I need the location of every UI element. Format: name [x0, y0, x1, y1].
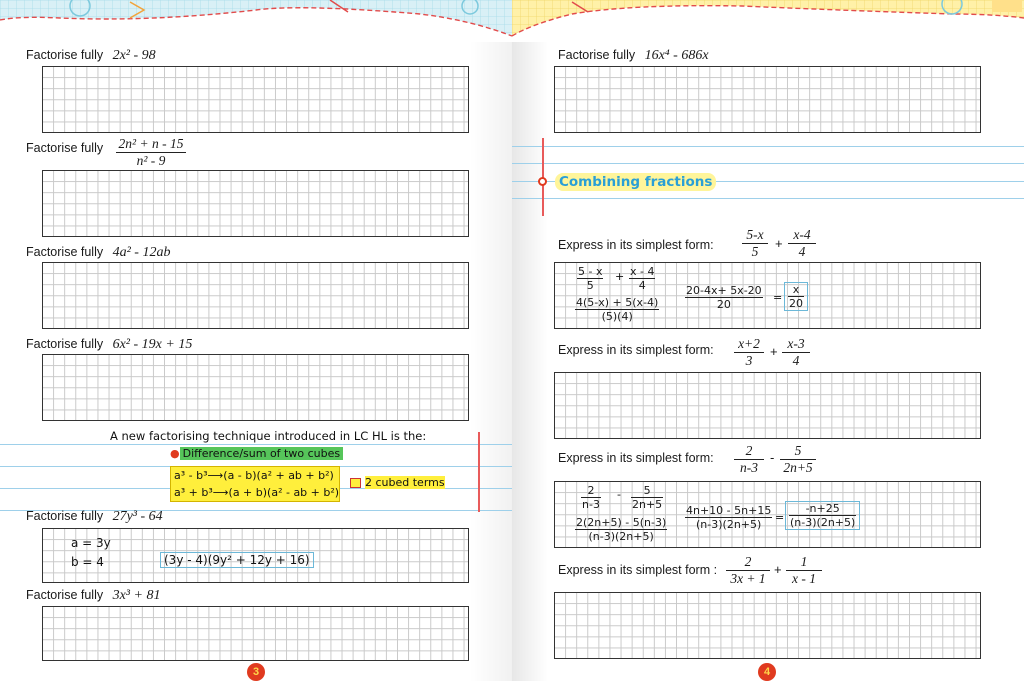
answer-grid-r2[interactable]	[554, 262, 981, 329]
fraction-denominator: 2n+5	[783, 460, 813, 475]
work-den: 2n+5	[632, 498, 663, 511]
work-den: 20	[716, 298, 731, 311]
question-prefix: Factorise fully	[26, 48, 104, 62]
question-6	[26, 588, 160, 604]
work-num: 20-4x+ 5x-20	[686, 284, 762, 297]
question-fraction-a	[726, 554, 770, 587]
right-page	[512, 0, 1024, 681]
question-prefix: Factorise fully	[26, 337, 104, 351]
work-den: 20	[789, 297, 803, 310]
note-intro: A new factorising technique introduced in LC HL is the:	[110, 429, 427, 443]
answer-grid-6[interactable]	[42, 606, 469, 661]
work-fraction	[581, 484, 601, 511]
operator: -	[770, 450, 775, 465]
question-prefix: Factorise fully	[26, 588, 104, 602]
highlight-text: Difference/sum of two cubes	[180, 447, 343, 460]
fraction-denominator: n² - 9	[136, 153, 166, 168]
question-fraction-b	[788, 227, 816, 260]
formula-sum: a³ + b³⟶(a + b)(a² - ab + b²)	[174, 486, 340, 499]
work-fraction	[577, 265, 603, 292]
question-expression: 6x² - 19x + 15	[112, 337, 193, 352]
work-num: 5	[631, 484, 663, 498]
formula-box	[170, 466, 340, 502]
answer-grid-r1[interactable]	[554, 66, 981, 133]
work-num: x	[788, 283, 804, 297]
question-fraction-a	[734, 443, 764, 476]
answer-grid-1[interactable]	[42, 66, 469, 133]
work-den: 4	[638, 279, 646, 292]
section-title: Combining fractions	[555, 173, 716, 191]
answer-grid-r4[interactable]	[554, 481, 981, 548]
question-r4: Express in its simplest form:	[558, 451, 714, 465]
work-fraction	[575, 296, 659, 323]
question-r5: Express in its simplest form :	[558, 563, 718, 577]
note-highlight: ● Difference/sum of two cubes	[170, 447, 343, 460]
question-prefix: Factorise fully	[26, 509, 104, 523]
work-num: -n+25	[789, 502, 856, 516]
page-number-badge: 4	[758, 663, 776, 681]
work-answer	[785, 501, 860, 530]
fraction-denominator: 4	[792, 353, 800, 368]
tip-note	[350, 476, 445, 489]
answer-grid-3[interactable]	[42, 262, 469, 329]
answer-line-a: a = 3y	[71, 536, 111, 550]
question-r3: Express in its simplest form:	[558, 343, 714, 357]
question-expression: 4a² - 12ab	[112, 245, 171, 260]
page-number-badge: 3	[247, 663, 265, 681]
work-den: (n-3)(2n+5)	[696, 518, 762, 531]
fraction-numerator: x-4	[788, 227, 816, 244]
fraction-numerator: 2	[734, 443, 764, 460]
fraction-numerator: 1	[786, 554, 822, 571]
formula-difference: a³ - b³⟶(a - b)(a² + ab + b²)	[174, 469, 334, 482]
question-4	[26, 337, 192, 353]
answer-grid-r5[interactable]	[554, 592, 981, 659]
margin-rule	[478, 432, 480, 512]
decorative-header-band	[512, 0, 1024, 42]
question-1	[26, 48, 156, 64]
question-r1	[558, 48, 709, 64]
fraction-denominator: 5	[751, 244, 759, 259]
work-num: x - 4	[630, 265, 655, 278]
work-num: 4n+10 - 5n+15	[686, 504, 772, 517]
work-fraction	[631, 484, 663, 511]
work-operator: -	[617, 488, 621, 501]
fraction-denominator: 3	[745, 353, 753, 368]
fraction-numerator: x+2	[734, 336, 764, 353]
operator: +	[770, 344, 778, 359]
work-operator: +	[615, 270, 625, 283]
work-fraction	[575, 516, 667, 543]
answer-grid-4[interactable]	[42, 354, 469, 421]
work-fraction	[685, 504, 772, 531]
question-r2: Express in its simplest form:	[558, 238, 714, 252]
fraction-numerator: 2n² + n - 15	[116, 136, 186, 153]
answer-grid-r3[interactable]	[554, 372, 981, 439]
ruled-line	[512, 163, 1024, 164]
question-5	[26, 509, 163, 525]
checkbox-icon	[350, 478, 361, 488]
fraction-numerator: 5	[780, 443, 816, 460]
work-den: (n-3)(2n+5)	[588, 530, 654, 543]
question-expression: 3x³ + 81	[112, 588, 161, 603]
work-den: n-3	[582, 498, 600, 511]
question-expression: 2x² - 98	[112, 48, 156, 63]
work-equals: =	[773, 291, 783, 304]
ruled-line	[512, 198, 1024, 199]
answer-grid-2[interactable]	[42, 170, 469, 237]
question-3	[26, 245, 170, 261]
work-answer	[784, 282, 808, 311]
answer-line-b: b = 4	[71, 555, 104, 569]
answer-grid-5[interactable]	[42, 528, 469, 583]
work-den: (n-3)(2n+5)	[790, 516, 856, 529]
fraction-numerator: 2	[726, 554, 770, 571]
operator: +	[775, 236, 783, 251]
work-num: 5 - x	[578, 265, 603, 278]
fraction-numerator: x-3	[782, 336, 810, 353]
question-fraction-b	[782, 336, 810, 369]
work-num: 2(2n+5) - 5(n-3)	[576, 516, 667, 529]
fraction-denominator: 3x + 1	[730, 571, 766, 586]
ruled-line	[512, 146, 1024, 147]
question-fraction-a	[734, 336, 764, 369]
fraction-denominator: n-3	[740, 460, 758, 475]
work-equals: =	[775, 511, 785, 524]
question-fraction	[116, 136, 186, 169]
question-fraction-b	[786, 554, 822, 587]
question-2: Factorise fully	[26, 141, 104, 155]
answer-result: (3y - 4)(9y² + 12y + 16)	[160, 552, 314, 568]
question-prefix: Factorise fully	[558, 48, 636, 62]
work-den: (5)(4)	[601, 310, 633, 323]
work-fraction	[629, 265, 655, 292]
question-fraction-a	[742, 227, 768, 260]
question-prefix: Factorise fully	[26, 245, 104, 259]
bullet-icon	[538, 177, 547, 186]
fraction-denominator: x - 1	[792, 571, 816, 586]
question-expression: 27y³ - 64	[112, 509, 163, 524]
decorative-header-band	[0, 0, 512, 42]
work-num: 4(5-x) + 5(x-4)	[576, 296, 659, 309]
ruled-line	[0, 444, 512, 445]
work-num: 2	[581, 484, 601, 498]
question-fraction-b	[780, 443, 816, 476]
fraction-numerator: 5-x	[742, 227, 768, 244]
fraction-denominator: 4	[798, 244, 806, 259]
question-expression: 16x⁴ - 686x	[644, 48, 709, 63]
operator: +	[774, 562, 782, 577]
work-den: 5	[586, 279, 594, 292]
tip-text: 2 cubed terms	[365, 476, 445, 489]
work-fraction	[685, 284, 763, 311]
